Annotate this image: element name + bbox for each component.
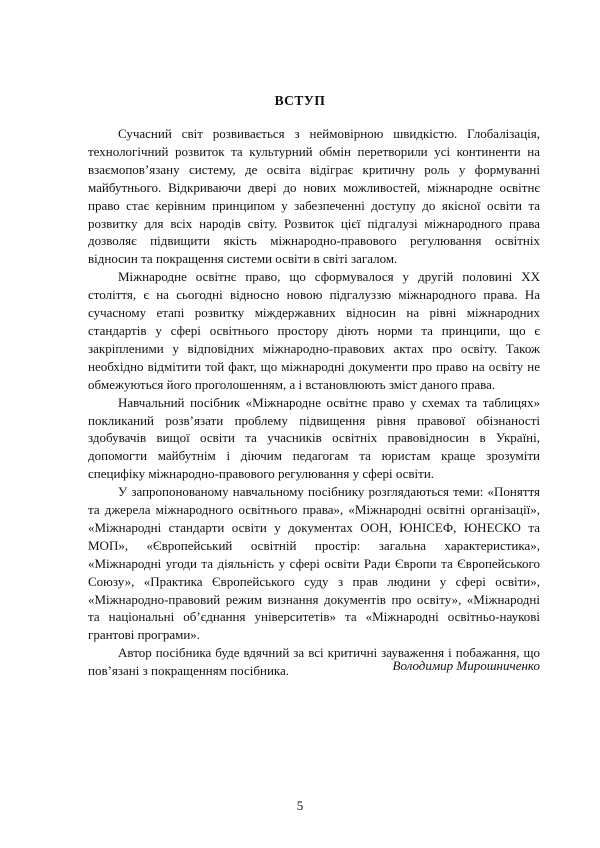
paragraph-5: Автор посібника буде вдячний за всі критичні зауваження і побажання, що пов’язані з покращенням посібника. [88, 645, 540, 679]
author-signature: Володимир Мирошниченко [392, 658, 540, 673]
paragraph-4: У запропонованому навчальному посібнику розглядаються теми: «Поняття та джерела міжнародного освітнього права», «Міжнародні освітні організації», «Міжнародні стандарти освіти у документах ООН, ЮНІСЕФ, ЮНЕСКО та МОП», «Європейський освітній простір: загальна характеристика», «Міжнародні угоди та діяльність у сфері освіти Ради Європи та Європейського Союзу», «Практика Європейського суду з прав людини у сфері освіти», «Міжнародно-правовий режим визнання документів про освіту», «Міжнародні та національні об’єднання університетів» та «Міжнародні освітньо-наукові грантові програми». [88, 484, 540, 643]
body-text [88, 125, 540, 680]
page-number: 5 [296, 798, 304, 813]
paragraph-1: Сучасний світ розвивається з неймовірною швидкістю. Глобалізація, технологічний розвиток та культурний обмін перетворили усі континенти на взаємопов’язану систему, де освіта відіграє критичну роль у формуванні майбутнього. Відкриваючи двері до нових можливостей, міжнародне освітнє право стає керівним принципом у забезпеченні доступу до якісної освіти та розвитку для всіх народів світу. Розвиток цієї підгалузі міжнародного права дозволяє підвищити якість міжнародно-правового регулювання освітніх відносин та покращення системи освіти в світі загалом. [88, 126, 540, 267]
paragraph-2: Міжнародне освітнє право, що сформувалося у другій половині ХХ століття, є на сьогодні відносно новою підгалуззю міжнародного права. На сучасному етапі розвитку міждержавних відносин на рівні міжнародних стандартів у сфері освітнього простору діють норми та принципи, що є закріпленими у відповідних міжнародно-правових актах про освіту. Також необхідно відмітити той факт, що міжнародні документи про право на освіту не обмежуються його проголошенням, а і встановлюють зміст даного права. [88, 269, 540, 392]
paragraph-3: Навчальний посібник «Міжнародне освітнє право у схемах та таблицях» покликаний розв’язати проблему підвищення рівня правової обізнаності здобувачів вищої освіти та учасників освітніх правовідносин в Україні, допомогти майбутнім і діючим педагогам та юристам краще зрозуміти специфіку міжнародно-правового регулювання у сфері освіти. [88, 394, 540, 482]
page-title: ВСТУП [274, 93, 326, 108]
